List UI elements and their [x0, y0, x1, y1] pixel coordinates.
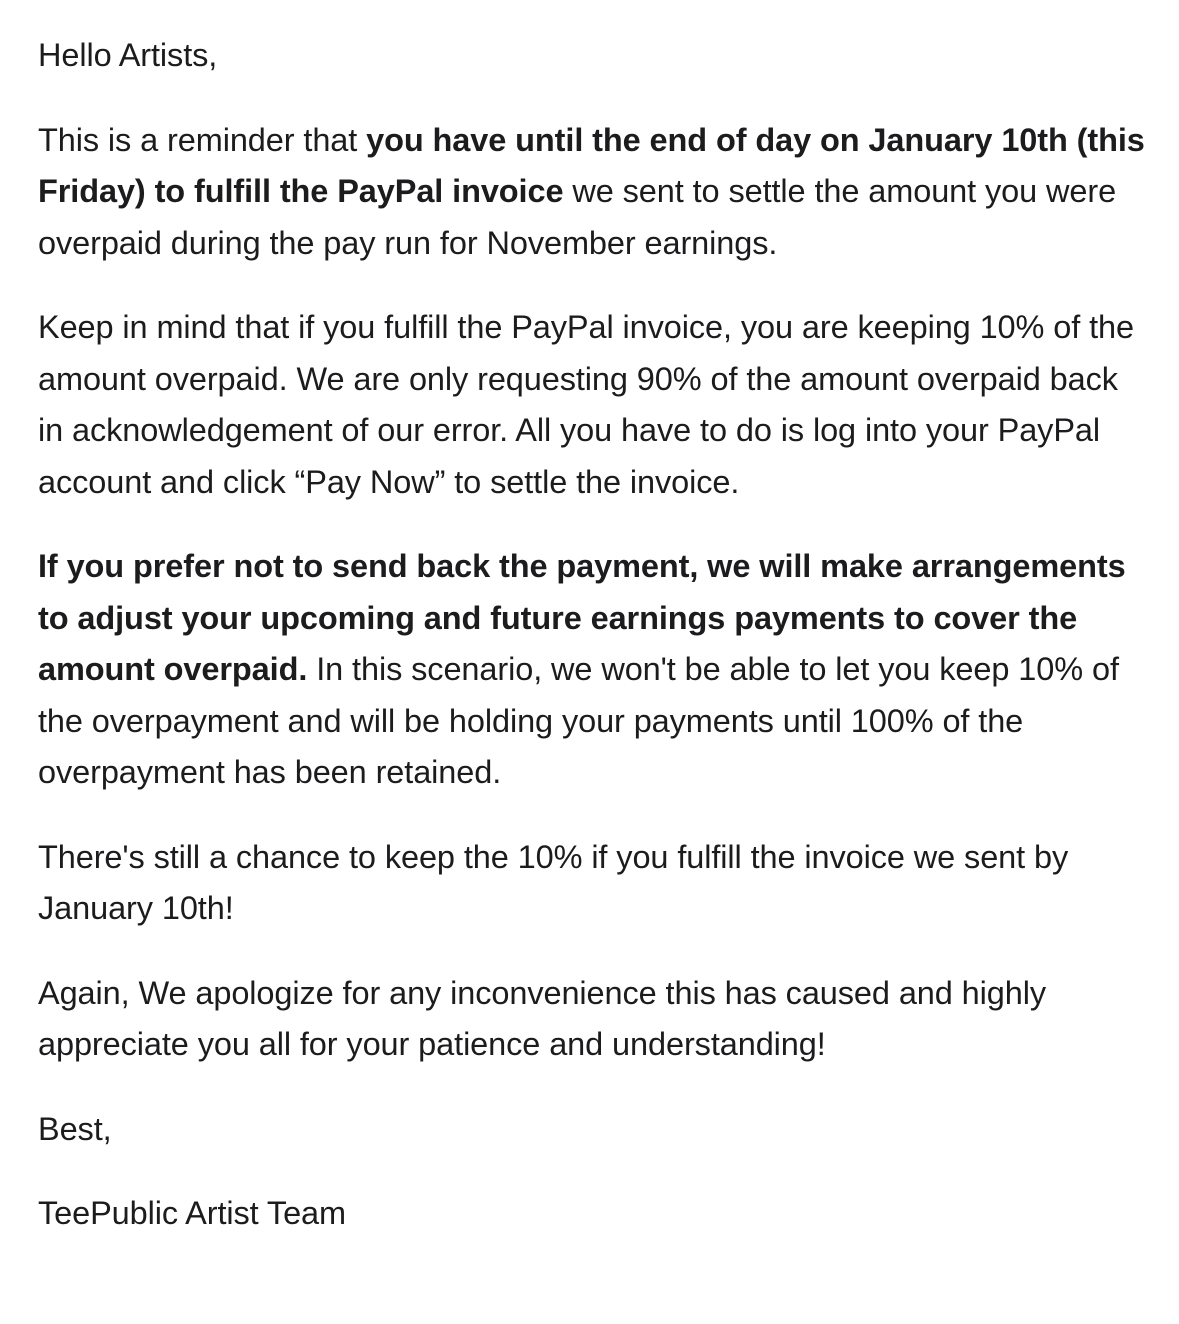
reminder-deadline-bold: you have until the end of day on January 10th (this Friday) to fulfill the PayPal invoice [38, 121, 1145, 209]
email-greeting: Hello Artists, [38, 37, 218, 73]
keep-in-mind-paragraph: Keep in mind that if you fulfill the PayPal invoice, you are keeping 10% of the amount overpaid. We are only requesting 90% of the amount overpaid back in acknowledgement of our error. All you have to do is log into your PayPal account and click “Pay Now” to settle the invoice. [38, 309, 1134, 500]
alternative-paragraph [38, 541, 1148, 799]
reminder-text-rest: we sent to settle the amount you were overpaid during the pay run for November earnings. [38, 173, 1117, 261]
chance-paragraph: There's still a chance to keep the 10% if you fulfill the invoice we sent by January 10th! [38, 838, 1069, 926]
reminder-text-intro: This is a reminder that [38, 121, 367, 158]
signoff: Best, [38, 1110, 112, 1147]
email-body [38, 30, 1148, 1273]
alternative-text: In this scenario, we won't be able to let you keep 10% of the overpayment and will be holding your payments until 100% of the overpayment has been retained. [38, 651, 1119, 790]
apology-paragraph: Again, We apologize for any inconvenience this has caused and highly appreciate you all for your patience and understanding! [38, 974, 1046, 1062]
alternative-bold: If you prefer not to send back the payment, we will make arrangements to adjust your upcoming and future earnings payments to cover the amount overpaid. [38, 548, 1126, 687]
signature: TeePublic Artist Team [38, 1195, 346, 1231]
reminder-paragraph [38, 115, 1148, 270]
